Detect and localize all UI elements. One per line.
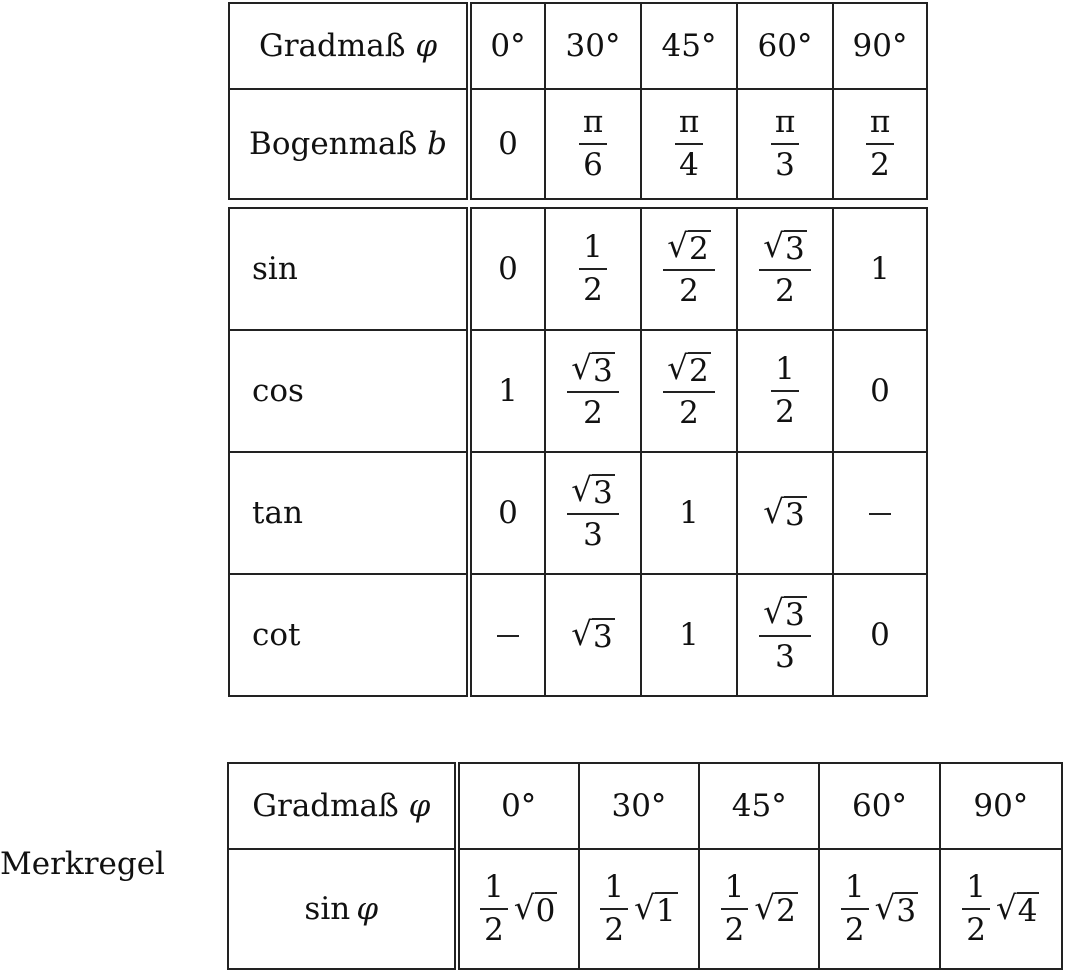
radical-sign: √: [763, 492, 784, 531]
fraction: [579, 231, 607, 306]
degree-cell: 90°: [940, 763, 1062, 849]
fraction: [579, 106, 607, 181]
fraction: [567, 349, 618, 432]
degree-cell: 30°: [579, 763, 699, 849]
numerator: π: [866, 106, 894, 145]
radical-sign: √: [763, 593, 784, 632]
fraction: [663, 227, 714, 310]
denominator: 3: [775, 147, 795, 183]
radicand: 3: [593, 618, 613, 655]
radicand: 2: [689, 231, 709, 268]
degree-row: [229, 3, 927, 89]
numerator: 1: [771, 353, 799, 392]
denominator: 2: [679, 395, 699, 432]
radical-sign: √: [571, 349, 592, 388]
radical-sign: √: [874, 888, 896, 927]
sqrt-expression: [571, 349, 614, 390]
dash-symbol: [869, 513, 891, 515]
half-sqrt-formula: [721, 871, 798, 946]
radicand: 3: [785, 597, 805, 634]
radical-sign: √: [667, 227, 688, 266]
radicand: 4: [1017, 892, 1038, 929]
dash-symbol: [497, 635, 519, 637]
fraction: [759, 227, 810, 310]
radian-cell: [833, 89, 927, 199]
radicand: 1: [655, 892, 676, 929]
radicand: 2: [689, 353, 709, 390]
trig-value-cell: 1: [469, 330, 545, 452]
numerator: [663, 349, 714, 393]
numerator: 1: [579, 231, 607, 270]
trig-value-cell: [737, 574, 833, 696]
trig-function-label: tan: [229, 452, 469, 574]
sqrt-expression: [763, 593, 806, 634]
denominator: 2: [966, 912, 986, 948]
fraction: [663, 349, 714, 432]
trig-value-cell: [545, 208, 641, 330]
trig-value-cell: [641, 330, 737, 452]
sqrt-expression: [513, 888, 557, 929]
degree-cell: 0°: [469, 3, 545, 89]
trig-value-cell: [641, 208, 737, 330]
degree-cell: 45°: [641, 3, 737, 89]
numerator: [567, 349, 618, 393]
fraction: [600, 871, 628, 946]
trig-values-table: [228, 207, 928, 697]
radian-cell: [641, 89, 737, 199]
sqrt-expression: [634, 888, 677, 929]
fraction: [480, 871, 508, 946]
merkregel-sin-row: [228, 849, 1062, 969]
numerator: [759, 227, 810, 271]
fraction: [567, 471, 618, 554]
trig-row-cos: [229, 330, 927, 452]
denominator: 4: [679, 147, 699, 183]
fraction: [721, 871, 749, 946]
denominator: 3: [583, 517, 603, 554]
radical-sign: √: [995, 888, 1017, 927]
degree-cell: 90°: [833, 3, 927, 89]
trig-value-cell: 0: [833, 330, 927, 452]
denominator: 2: [484, 912, 504, 948]
numerator: 1: [721, 871, 749, 910]
trig-value-cell: [737, 452, 833, 574]
fraction: [771, 353, 799, 428]
trig-value-cell: 1: [641, 452, 737, 574]
trig-value-cell: [833, 452, 927, 574]
merkregel-degree-header: Gradmaß φ: [228, 763, 457, 849]
half-sqrt-formula: [480, 871, 557, 946]
sin-formula-cell: [699, 849, 819, 969]
radian-row-header: Bogenmaß b: [229, 89, 469, 199]
numerator: π: [579, 106, 607, 145]
angle-conversion-table: [228, 2, 928, 200]
trig-row-tan: [229, 452, 927, 574]
fraction: [675, 106, 703, 181]
degree-cell: 60°: [819, 763, 939, 849]
sqrt-expression: [754, 888, 797, 929]
radian-row: [229, 89, 927, 199]
sqrt-expression: [667, 349, 710, 390]
numerator: 1: [600, 871, 628, 910]
sin-formula-cell: [940, 849, 1062, 969]
denominator: 6: [583, 147, 603, 183]
trig-function-label: sin: [229, 208, 469, 330]
denominator: 2: [775, 394, 795, 430]
denominator: 2: [679, 273, 699, 310]
numerator: [567, 471, 618, 515]
denominator: 2: [870, 147, 890, 183]
radicand: 0: [535, 892, 556, 929]
denominator: 3: [775, 639, 795, 676]
numerator: π: [771, 106, 799, 145]
sin-formula-cell: [457, 849, 579, 969]
radical-sign: √: [754, 888, 776, 927]
radical-sign: √: [513, 888, 535, 927]
degree-cell: 30°: [545, 3, 641, 89]
sin-formula-cell: [819, 849, 939, 969]
fraction: [866, 106, 894, 181]
radian-cell: 0: [469, 89, 545, 199]
radicand: 3: [593, 475, 613, 512]
numerator: π: [675, 106, 703, 145]
radical-sign: √: [763, 227, 784, 266]
numerator: 1: [480, 871, 508, 910]
trig-value-cell: 1: [641, 574, 737, 696]
trig-value-cell: [545, 452, 641, 574]
radical-sign: √: [667, 349, 688, 388]
trig-value-cell: 1: [833, 208, 927, 330]
sqrt-expression: [571, 614, 614, 655]
numerator: [759, 593, 810, 637]
merkregel-sin-header: sin φ: [228, 849, 457, 969]
fraction: [759, 593, 810, 676]
denominator: 2: [844, 912, 865, 948]
radicand: 3: [785, 231, 805, 268]
trig-value-cell: 0: [469, 208, 545, 330]
fraction: [962, 871, 990, 946]
sqrt-expression: [763, 492, 806, 533]
denominator: 2: [583, 395, 603, 432]
trig-value-cell: [737, 208, 833, 330]
trig-row-sin: [229, 208, 927, 330]
numerator: [663, 227, 714, 271]
merkregel-label: Merkregel: [0, 846, 165, 882]
half-sqrt-formula: [841, 871, 918, 946]
sqrt-expression: [874, 888, 918, 929]
trig-value-cell: [545, 330, 641, 452]
merkregel-table: [227, 762, 1063, 970]
degree-cell: 60°: [737, 3, 833, 89]
radicand: 2: [776, 892, 796, 929]
trig-row-cot: [229, 574, 927, 696]
radicand: 3: [785, 496, 805, 533]
sqrt-expression: [763, 227, 806, 268]
half-sqrt-formula: [962, 871, 1039, 946]
denominator: 2: [604, 912, 625, 948]
numerator: 1: [841, 871, 869, 910]
denominator: 2: [583, 272, 603, 308]
trig-value-cell: [545, 574, 641, 696]
trig-value-cell: 0: [469, 452, 545, 574]
radical-sign: √: [571, 614, 592, 653]
sqrt-expression: [995, 888, 1039, 929]
merkregel-degree-row: [228, 763, 1062, 849]
trig-value-cell: [737, 330, 833, 452]
radicand: 3: [593, 353, 613, 390]
denominator: 2: [724, 912, 745, 948]
half-sqrt-formula: [600, 871, 677, 946]
trig-function-label: cot: [229, 574, 469, 696]
trig-function-label: cos: [229, 330, 469, 452]
sqrt-expression: [667, 227, 710, 268]
sqrt-expression: [571, 471, 614, 512]
numerator: 1: [962, 871, 990, 910]
fraction: [771, 106, 799, 181]
degree-cell: 45°: [699, 763, 819, 849]
degree-row-header: Gradmaß φ: [229, 3, 469, 89]
degree-cell: 0°: [457, 763, 579, 849]
radical-sign: √: [634, 888, 655, 927]
trig-value-cell: 0: [833, 574, 927, 696]
sin-formula-cell: [579, 849, 699, 969]
trig-value-cell: [469, 574, 545, 696]
radian-cell: [737, 89, 833, 199]
radian-cell: [545, 89, 641, 199]
radical-sign: √: [571, 471, 592, 510]
denominator: 2: [775, 273, 795, 310]
radicand: 3: [896, 892, 917, 929]
fraction: [841, 871, 869, 946]
